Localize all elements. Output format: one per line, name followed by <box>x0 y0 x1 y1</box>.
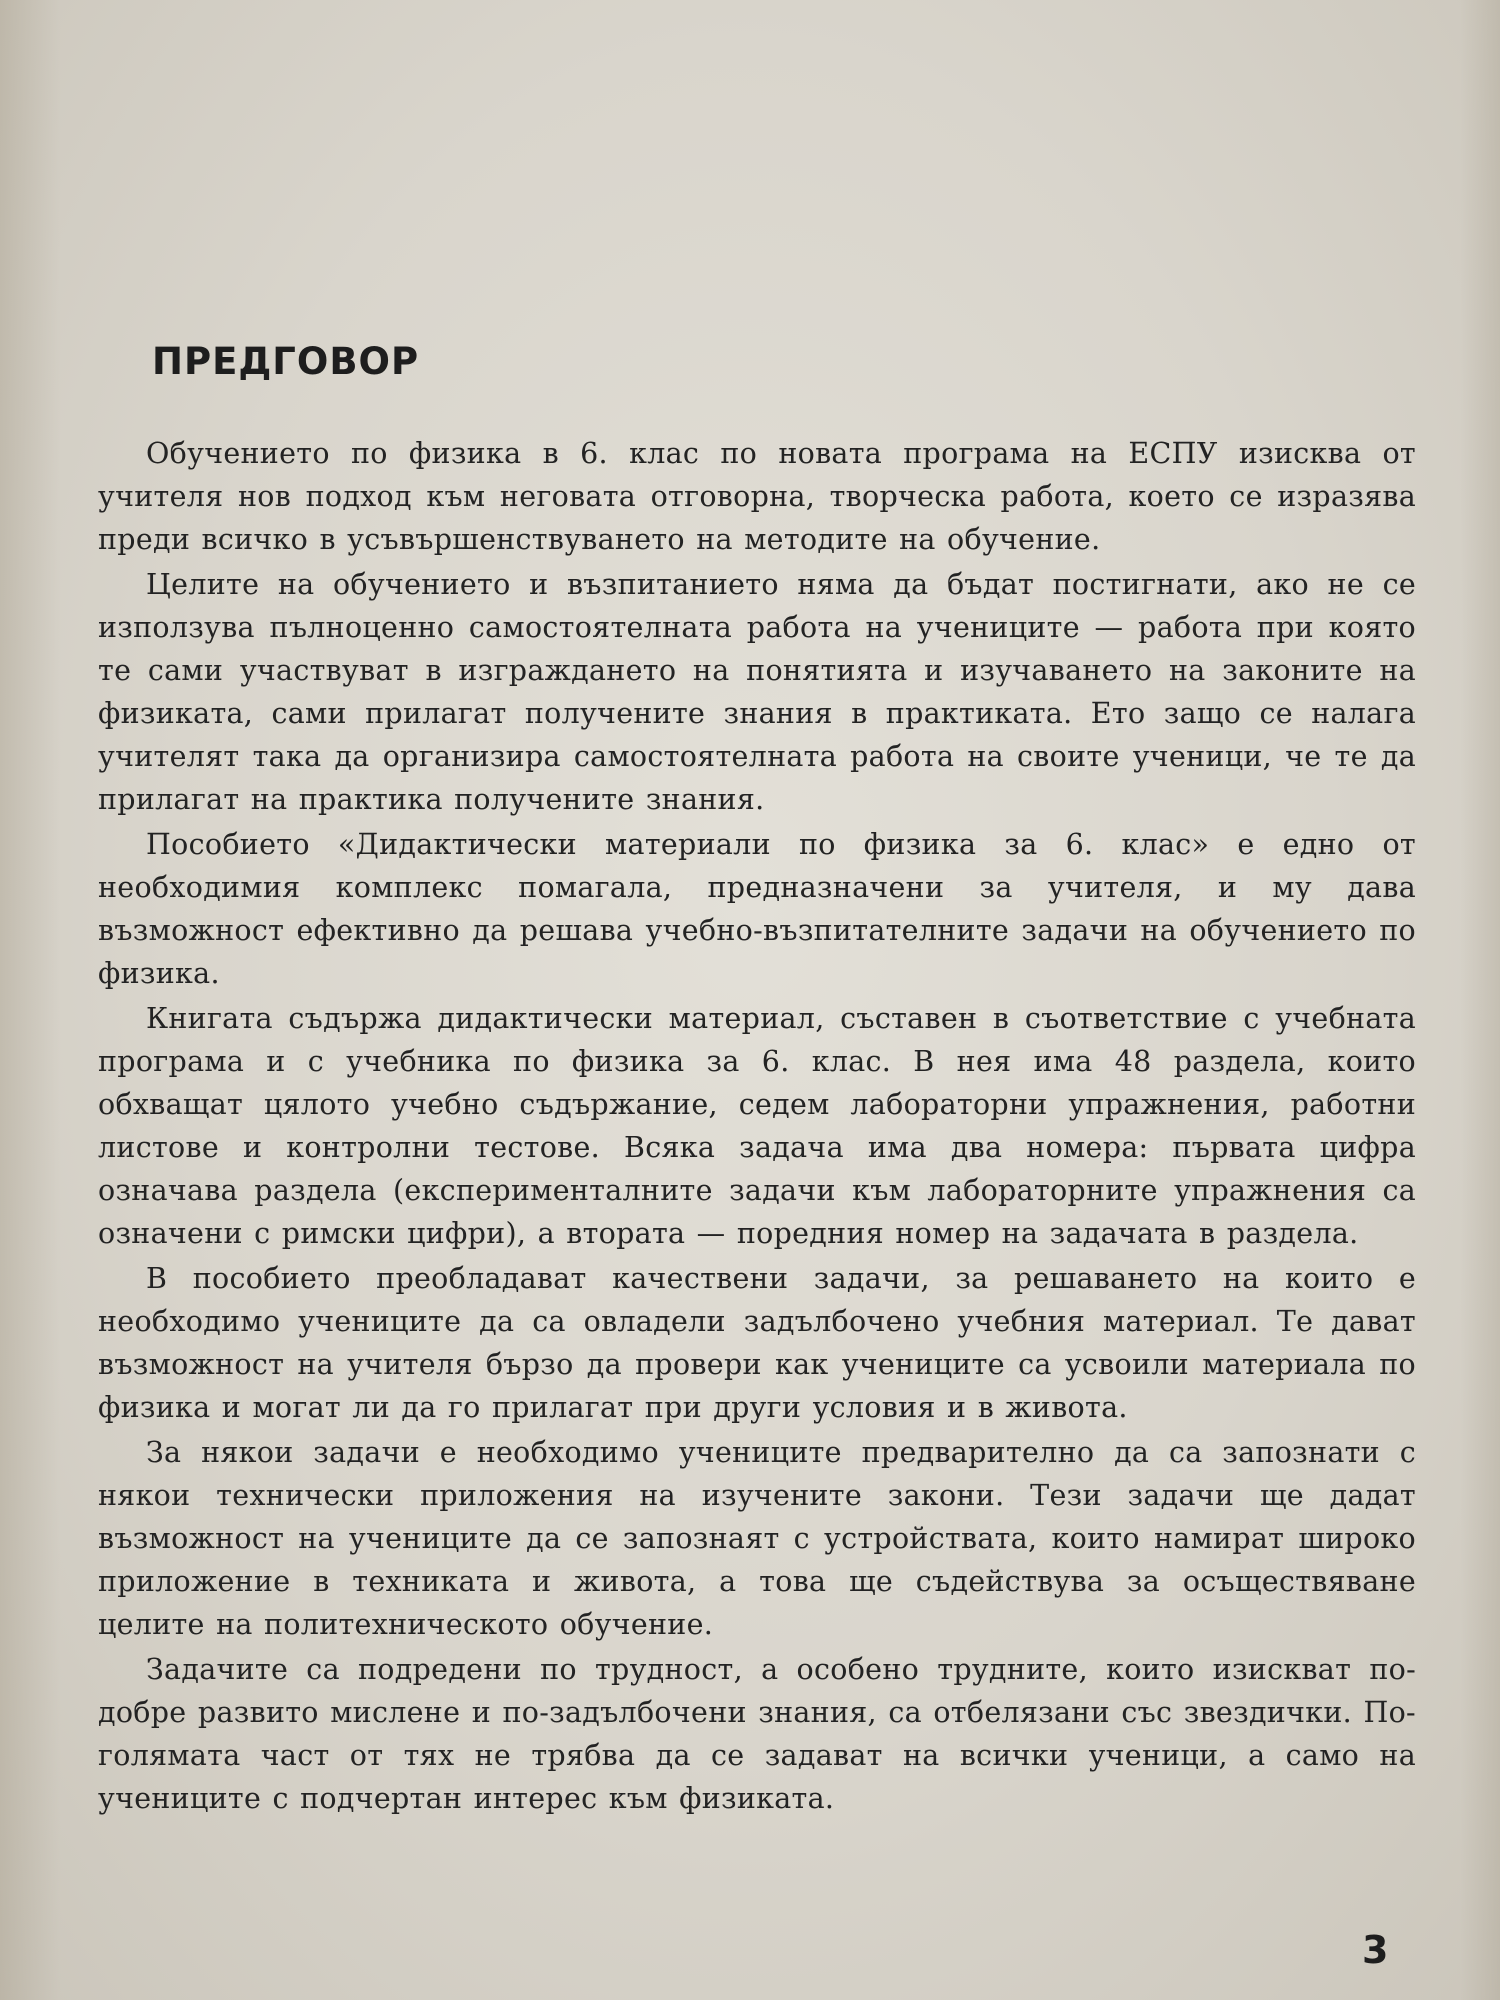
paragraph: Обучението по физика в 6. клас по новата програма на ЕСПУ изисква от учителя нов подход към неговата отговорна, творческа работа, което се изразява преди всичко в усъвършенствуването на методите на обучение. <box>98 437 1416 556</box>
preface-body <box>98 432 1416 1822</box>
paragraph: Книгата съдържа дидактически материал, съставен в съответствие с учебната програма и с учебника по физика за 6. клас. В нея има 48 раздела, които обхващат цялото учебно съдържание, седем лабораторни упражнения, работни листове и контролни тестове. Всяка задача има два номера: първата цифра означава раздела (експерименталните задачи към лабораторните упражнения са означени с римски цифри), а втората — поредния номер на задачата в раздела. <box>98 1002 1416 1250</box>
paragraph: За някои задачи е необходимо учениците предварително да са запознати с някои технически приложения на изучените закони. Тези задачи ще дадат възможност на учениците да се запознаят с устройствата, които намират широко приложение в техниката и живота, а това ще съдействува за осъществяване целите на политехническото обучение. <box>98 1436 1416 1641</box>
paragraph: Пособието «Дидактически материали по физика за 6. клас» е едно от необходимия комплекс помагала, предназначени за учителя, и му дава възможност ефективно да решава учебно-възпитателните задачи на обучението по физика. <box>98 828 1416 990</box>
paragraph: В пособието преобладават качествени задачи, за решаването на които е необходимо учениците да са овладели задълбочено учебния материал. Те дават възможност на учителя бързо да провери как учениците са усвоили материала по физика и могат ли да го прилагат при други условия и в живота. <box>98 1262 1416 1424</box>
page-title: ПРЕДГОВОР <box>152 340 420 383</box>
paragraph: Задачите са подредени по трудност, а особено трудните, които изискват по-добре развито мислене и по-задълбочени знания, са отбелязани със звездички. По-голямата част от тях не трябва да се задават на всички ученици, а само на учениците с подчертан интерес към физиката. <box>98 1653 1416 1815</box>
page-number: 3 <box>1362 1928 1389 1972</box>
paragraph: Целите на обучението и възпитанието няма да бъдат постигнати, ако не се използува пълноценно самостоятелната работа на учениците — работа при която те сами участвуват в изграждането на понятията и изучаването на законите на физиката, сами прилагат получените знания в практиката. Ето защо се налага учителят така да организира самостоятелната работа на своите ученици, че те да прилагат на практика получените знания. <box>98 568 1416 816</box>
